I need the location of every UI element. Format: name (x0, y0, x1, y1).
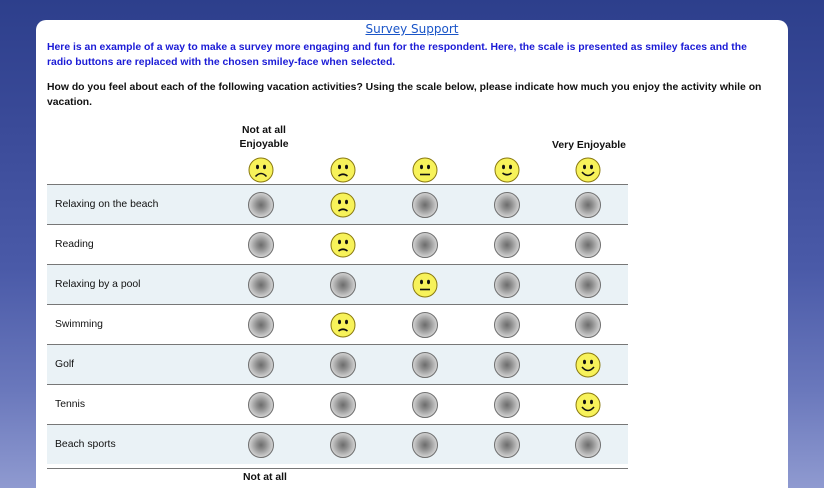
radio-button[interactable] (493, 191, 521, 219)
row-label: Relaxing on the beach (55, 199, 159, 210)
radio-circle-icon (412, 312, 438, 338)
radio-circle-icon (494, 352, 520, 378)
radio-circle-icon (330, 352, 356, 378)
scale-left-label (219, 124, 309, 152)
radio-circle-icon (575, 432, 601, 458)
scale-right-label: Very Enjoyable (552, 140, 626, 151)
radio-button[interactable] (329, 391, 357, 419)
table-row (47, 264, 628, 304)
radio-circle-icon (330, 432, 356, 458)
radio-circle-icon (494, 232, 520, 258)
header-face-very-happy-icon (575, 157, 601, 183)
radio-button[interactable] (411, 311, 439, 339)
row-label: Relaxing by a pool (55, 279, 141, 290)
table-row (47, 184, 628, 224)
radio-circle-icon (248, 312, 274, 338)
scale-left-label-text: Not at all Enjoyable (239, 125, 289, 150)
row-label: Tennis (55, 399, 86, 410)
radio-circle-icon (494, 192, 520, 218)
radio-button[interactable] (574, 191, 602, 219)
selected-neutral-face-icon[interactable] (411, 271, 439, 299)
radio-circle-icon (412, 352, 438, 378)
radio-button[interactable] (411, 231, 439, 259)
row-label: Golf (55, 359, 75, 370)
selected-sad-face-icon[interactable] (329, 191, 357, 219)
radio-circle-icon (575, 272, 601, 298)
radio-circle-icon (248, 352, 274, 378)
selected-sad-face-icon[interactable] (329, 231, 357, 259)
survey-panel (36, 20, 788, 488)
radio-circle-icon (494, 392, 520, 418)
footer-scale-left-label: Not at all (243, 472, 287, 483)
table-row (47, 224, 628, 264)
radio-button[interactable] (493, 231, 521, 259)
radio-circle-icon (248, 392, 274, 418)
radio-circle-icon (248, 232, 274, 258)
table-row (47, 304, 628, 344)
radio-circle-icon (248, 432, 274, 458)
radio-button[interactable] (411, 391, 439, 419)
row-label: Beach sports (55, 439, 116, 450)
radio-button[interactable] (574, 311, 602, 339)
radio-button[interactable] (247, 191, 275, 219)
question-text: How do you feel about each of the following vacation activities? Using the scale below, please indicate how much you enjoy the activity while on vacation. (47, 82, 762, 108)
radio-button[interactable] (411, 351, 439, 379)
radio-circle-icon (494, 432, 520, 458)
radio-button[interactable] (247, 271, 275, 299)
radio-button[interactable] (493, 431, 521, 459)
radio-circle-icon (412, 192, 438, 218)
selected-sad-face-icon[interactable] (329, 311, 357, 339)
radio-button[interactable] (247, 391, 275, 419)
table-row (47, 384, 628, 424)
radio-circle-icon (330, 392, 356, 418)
radio-circle-icon (494, 272, 520, 298)
radio-button[interactable] (411, 191, 439, 219)
survey-support-link[interactable]: Survey Support (365, 22, 459, 36)
radio-circle-icon (575, 232, 601, 258)
selected-very-happy-face-icon[interactable] (574, 391, 602, 419)
intro-text: Here is an example of a way to make a survey more engaging and fun for the respondent. Here, the scale is presented as smiley faces and the radio buttons are replaced with the chosen smiley-face when selected. (47, 42, 747, 68)
radio-button[interactable] (247, 311, 275, 339)
radio-button[interactable] (247, 351, 275, 379)
radio-button[interactable] (574, 231, 602, 259)
radio-button[interactable] (247, 431, 275, 459)
radio-button[interactable] (247, 231, 275, 259)
header-face-happy-icon (494, 157, 520, 183)
radio-circle-icon (412, 432, 438, 458)
row-label: Swimming (55, 319, 103, 330)
radio-circle-icon (575, 192, 601, 218)
radio-circle-icon (494, 312, 520, 338)
header-face-sad-icon (330, 157, 356, 183)
selected-very-happy-face-icon[interactable] (574, 351, 602, 379)
radio-button[interactable] (493, 271, 521, 299)
header-face-very-sad-icon (248, 157, 274, 183)
radio-button[interactable] (493, 391, 521, 419)
radio-circle-icon (412, 392, 438, 418)
radio-button[interactable] (329, 271, 357, 299)
radio-circle-icon (248, 192, 274, 218)
row-label: Reading (55, 239, 94, 250)
radio-button[interactable] (493, 311, 521, 339)
radio-button[interactable] (329, 351, 357, 379)
table-row (47, 344, 628, 384)
radio-circle-icon (575, 312, 601, 338)
header-face-neutral-icon (412, 157, 438, 183)
grid-bottom-border (47, 468, 628, 469)
radio-button[interactable] (574, 271, 602, 299)
radio-circle-icon (412, 232, 438, 258)
radio-circle-icon (248, 272, 274, 298)
table-row (47, 424, 628, 464)
radio-button[interactable] (329, 431, 357, 459)
radio-button[interactable] (574, 431, 602, 459)
activity-grid (47, 184, 628, 464)
radio-circle-icon (330, 272, 356, 298)
radio-button[interactable] (493, 351, 521, 379)
radio-button[interactable] (411, 431, 439, 459)
